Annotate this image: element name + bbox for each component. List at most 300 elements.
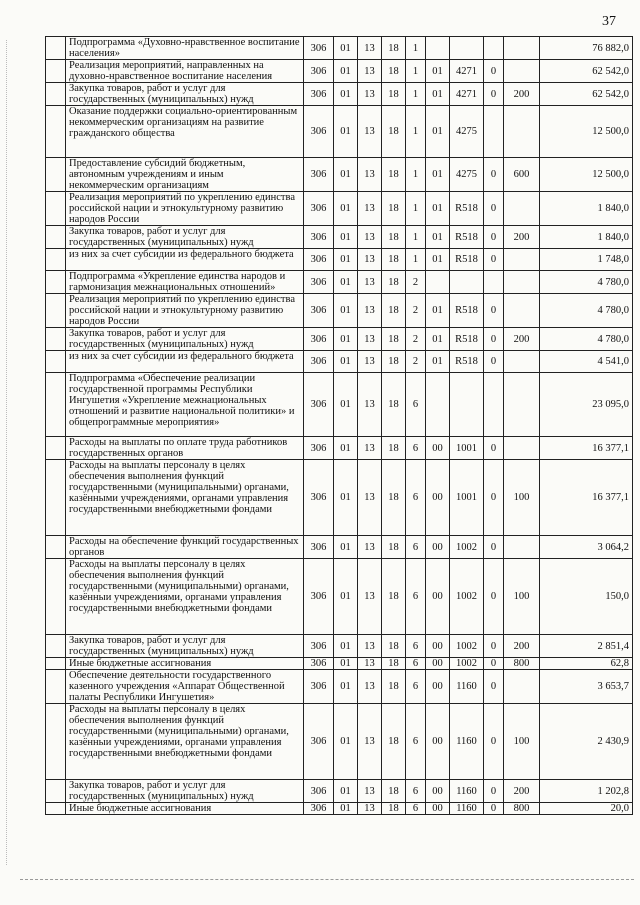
code-cell-c8: 0 xyxy=(484,460,504,536)
amount-cell: 62,8 xyxy=(540,658,633,670)
code-cell-c8: 0 xyxy=(484,803,504,815)
code-cell-c5: 2 xyxy=(406,351,426,373)
table-row xyxy=(46,670,633,704)
code-cell-c1: 306 xyxy=(304,226,334,249)
amount-cell: 1 840,0 xyxy=(540,192,633,226)
scan-bottom-line xyxy=(20,879,634,880)
code-cell-c1: 306 xyxy=(304,635,334,658)
empty-margin-cell xyxy=(46,803,66,815)
code-cell-c2: 01 xyxy=(334,328,358,351)
code-cell-c3: 13 xyxy=(358,704,382,780)
code-cell-c8: 0 xyxy=(484,780,504,803)
code-cell-c1: 306 xyxy=(304,192,334,226)
code-cell-c2: 01 xyxy=(334,536,358,559)
code-cell-c8 xyxy=(484,106,504,158)
code-cell-c1: 306 xyxy=(304,328,334,351)
table-row xyxy=(46,351,633,373)
code-cell-c3: 13 xyxy=(358,249,382,271)
code-cell-c5: 6 xyxy=(406,704,426,780)
code-cell-c4: 18 xyxy=(382,803,406,815)
item-name-cell: Иные бюджетные ассигнования xyxy=(66,658,304,670)
code-cell-c8: 0 xyxy=(484,437,504,460)
code-cell-c4: 18 xyxy=(382,373,406,437)
code-cell-c8: 0 xyxy=(484,226,504,249)
code-cell-c6: 01 xyxy=(426,294,450,328)
amount-cell: 2 430,9 xyxy=(540,704,633,780)
code-cell-c4: 18 xyxy=(382,780,406,803)
code-cell-c9: 800 xyxy=(504,658,540,670)
code-cell-c7: R518 xyxy=(450,249,484,271)
code-cell-c3: 13 xyxy=(358,37,382,60)
code-cell-c5: 1 xyxy=(406,192,426,226)
code-cell-c2: 01 xyxy=(334,60,358,83)
code-cell-c1: 306 xyxy=(304,271,334,294)
code-cell-c3: 13 xyxy=(358,158,382,192)
code-cell-c5: 6 xyxy=(406,780,426,803)
code-cell-c1: 306 xyxy=(304,158,334,192)
item-name-cell: Закупка товаров, работ и услуг для государственных (муниципальных) нужд xyxy=(66,226,304,249)
code-cell-c6: 00 xyxy=(426,559,450,635)
code-cell-c6: 01 xyxy=(426,226,450,249)
item-name-cell: Обеспечение деятельности государственного казенного учреждения «Аппарат Общественной палаты Республики Ингушетия» xyxy=(66,670,304,704)
code-cell-c4: 18 xyxy=(382,271,406,294)
code-cell-c1: 306 xyxy=(304,460,334,536)
code-cell-c3: 13 xyxy=(358,106,382,158)
amount-cell: 16 377,1 xyxy=(540,437,633,460)
code-cell-c9: 100 xyxy=(504,704,540,780)
code-cell-c4: 18 xyxy=(382,351,406,373)
item-name-cell: Закупка товаров, работ и услуг для государственных (муниципальных) нужд xyxy=(66,635,304,658)
code-cell-c7: 1002 xyxy=(450,635,484,658)
code-cell-c9: 200 xyxy=(504,83,540,106)
code-cell-c3: 13 xyxy=(358,226,382,249)
table-row xyxy=(46,328,633,351)
code-cell-c2: 01 xyxy=(334,192,358,226)
code-cell-c2: 01 xyxy=(334,460,358,536)
item-name-cell: из них за счет субсидии из федерального бюджета xyxy=(66,351,304,373)
item-name-cell: Реализация мероприятий по укреплению единства российской нации и этнокультурному развитию народов России xyxy=(66,294,304,328)
code-cell-c5: 6 xyxy=(406,670,426,704)
code-cell-c6: 01 xyxy=(426,328,450,351)
code-cell-c9: 200 xyxy=(504,780,540,803)
code-cell-c1: 306 xyxy=(304,37,334,60)
amount-cell: 20,0 xyxy=(540,803,633,815)
empty-margin-cell xyxy=(46,351,66,373)
code-cell-c6: 00 xyxy=(426,803,450,815)
table-row xyxy=(46,271,633,294)
code-cell-c2: 01 xyxy=(334,158,358,192)
code-cell-c8: 0 xyxy=(484,249,504,271)
amount-cell: 1 840,0 xyxy=(540,226,633,249)
empty-margin-cell xyxy=(46,106,66,158)
code-cell-c3: 13 xyxy=(358,351,382,373)
code-cell-c7: 4271 xyxy=(450,83,484,106)
code-cell-c2: 01 xyxy=(334,294,358,328)
code-cell-c3: 13 xyxy=(358,271,382,294)
code-cell-c7: 4275 xyxy=(450,158,484,192)
amount-cell: 3 653,7 xyxy=(540,670,633,704)
code-cell-c9 xyxy=(504,192,540,226)
item-name-cell: Расходы на выплаты по оплате труда работников государственных органов xyxy=(66,437,304,460)
code-cell-c1: 306 xyxy=(304,670,334,704)
code-cell-c4: 18 xyxy=(382,635,406,658)
item-name-cell: Предоставление субсидий бюджетным, автономным учреждениям и иным некоммерческим организациям xyxy=(66,158,304,192)
code-cell-c7 xyxy=(450,37,484,60)
empty-margin-cell xyxy=(46,83,66,106)
code-cell-c1: 306 xyxy=(304,536,334,559)
code-cell-c9 xyxy=(504,536,540,559)
table-row xyxy=(46,437,633,460)
code-cell-c9 xyxy=(504,670,540,704)
code-cell-c8: 0 xyxy=(484,158,504,192)
code-cell-c5: 1 xyxy=(406,226,426,249)
code-cell-c3: 13 xyxy=(358,536,382,559)
code-cell-c8: 0 xyxy=(484,559,504,635)
code-cell-c4: 18 xyxy=(382,559,406,635)
item-name-cell: Реализация мероприятий, направленных на духовно-нравственное воспитание населения xyxy=(66,60,304,83)
code-cell-c6: 00 xyxy=(426,658,450,670)
code-cell-c9 xyxy=(504,60,540,83)
code-cell-c7: 4275 xyxy=(450,106,484,158)
empty-margin-cell xyxy=(46,294,66,328)
code-cell-c3: 13 xyxy=(358,437,382,460)
code-cell-c7 xyxy=(450,271,484,294)
code-cell-c7: 1160 xyxy=(450,704,484,780)
empty-margin-cell xyxy=(46,437,66,460)
code-cell-c2: 01 xyxy=(334,803,358,815)
code-cell-c2: 01 xyxy=(334,226,358,249)
code-cell-c4: 18 xyxy=(382,670,406,704)
empty-margin-cell xyxy=(46,635,66,658)
code-cell-c8: 0 xyxy=(484,670,504,704)
code-cell-c3: 13 xyxy=(358,559,382,635)
code-cell-c8 xyxy=(484,373,504,437)
table-row xyxy=(46,106,633,158)
code-cell-c7: R518 xyxy=(450,328,484,351)
item-name-cell: Оказание поддержки социально-ориентированным некоммерческим организациям на развитие гражданского общества xyxy=(66,106,304,158)
table-row xyxy=(46,635,633,658)
empty-margin-cell xyxy=(46,192,66,226)
code-cell-c8: 0 xyxy=(484,328,504,351)
item-name-cell: Закупка товаров, работ и услуг для государственных (муниципальных) нужд xyxy=(66,328,304,351)
code-cell-c1: 306 xyxy=(304,373,334,437)
item-name-cell: из них за счет субсидии из федерального бюджета xyxy=(66,249,304,271)
code-cell-c2: 01 xyxy=(334,373,358,437)
code-cell-c5: 1 xyxy=(406,37,426,60)
code-cell-c7: 1160 xyxy=(450,803,484,815)
code-cell-c7: R518 xyxy=(450,294,484,328)
item-name-cell: Расходы на выплаты персоналу в целях обеспечения выполнения функций государственными (муниципальными) органами, казённыи учреждениями, органами управления государственными внебюджетными фондами xyxy=(66,704,304,780)
empty-margin-cell xyxy=(46,559,66,635)
table-row xyxy=(46,536,633,559)
code-cell-c7: 4271 xyxy=(450,60,484,83)
code-cell-c8: 0 xyxy=(484,704,504,780)
code-cell-c9: 200 xyxy=(504,226,540,249)
code-cell-c4: 18 xyxy=(382,328,406,351)
item-name-cell: Закупка товаров, работ и услуг для государственных (муниципальных) нужд xyxy=(66,83,304,106)
empty-margin-cell xyxy=(46,60,66,83)
code-cell-c2: 01 xyxy=(334,658,358,670)
code-cell-c5: 1 xyxy=(406,83,426,106)
code-cell-c8: 0 xyxy=(484,536,504,559)
code-cell-c8: 0 xyxy=(484,294,504,328)
empty-margin-cell xyxy=(46,780,66,803)
code-cell-c9 xyxy=(504,351,540,373)
code-cell-c2: 01 xyxy=(334,83,358,106)
code-cell-c2: 01 xyxy=(334,249,358,271)
empty-margin-cell xyxy=(46,536,66,559)
code-cell-c7: 1002 xyxy=(450,658,484,670)
table-row xyxy=(46,704,633,780)
empty-margin-cell xyxy=(46,373,66,437)
item-name-cell: Иные бюджетные ассигнования xyxy=(66,803,304,815)
code-cell-c3: 13 xyxy=(358,780,382,803)
code-cell-c5: 2 xyxy=(406,294,426,328)
code-cell-c4: 18 xyxy=(382,460,406,536)
code-cell-c9: 200 xyxy=(504,635,540,658)
code-cell-c3: 13 xyxy=(358,658,382,670)
code-cell-c1: 306 xyxy=(304,249,334,271)
amount-cell: 150,0 xyxy=(540,559,633,635)
code-cell-c9: 100 xyxy=(504,460,540,536)
code-cell-c4: 18 xyxy=(382,60,406,83)
item-name-cell: Расходы на выплаты персоналу в целях обеспечения выполнения функций государственными (муниципальными) органами, казёнными учреждениями, органами управления государственными внебюджетными фондами xyxy=(66,460,304,536)
code-cell-c5: 1 xyxy=(406,249,426,271)
code-cell-c1: 306 xyxy=(304,780,334,803)
table-row xyxy=(46,158,633,192)
empty-margin-cell xyxy=(46,226,66,249)
table-row xyxy=(46,83,633,106)
code-cell-c2: 01 xyxy=(334,780,358,803)
code-cell-c4: 18 xyxy=(382,226,406,249)
code-cell-c2: 01 xyxy=(334,271,358,294)
code-cell-c4: 18 xyxy=(382,536,406,559)
code-cell-c8: 0 xyxy=(484,351,504,373)
table-row xyxy=(46,37,633,60)
code-cell-c3: 13 xyxy=(358,460,382,536)
item-name-cell: Подпрограмма «Духовно-нравственное воспитание населения» xyxy=(66,37,304,60)
code-cell-c1: 306 xyxy=(304,106,334,158)
code-cell-c5: 1 xyxy=(406,106,426,158)
code-cell-c9 xyxy=(504,106,540,158)
code-cell-c4: 18 xyxy=(382,106,406,158)
code-cell-c1: 306 xyxy=(304,559,334,635)
code-cell-c9 xyxy=(504,37,540,60)
table-row xyxy=(46,249,633,271)
table-row xyxy=(46,192,633,226)
code-cell-c7: R518 xyxy=(450,226,484,249)
page-number: 37 xyxy=(602,14,616,29)
empty-margin-cell xyxy=(46,328,66,351)
code-cell-c6: 01 xyxy=(426,192,450,226)
code-cell-c5: 6 xyxy=(406,373,426,437)
code-cell-c1: 306 xyxy=(304,83,334,106)
code-cell-c4: 18 xyxy=(382,704,406,780)
code-cell-c6: 00 xyxy=(426,460,450,536)
code-cell-c9 xyxy=(504,271,540,294)
code-cell-c6: 00 xyxy=(426,437,450,460)
code-cell-c9 xyxy=(504,373,540,437)
table-row xyxy=(46,226,633,249)
table-row xyxy=(46,559,633,635)
code-cell-c5: 1 xyxy=(406,60,426,83)
code-cell-c4: 18 xyxy=(382,158,406,192)
code-cell-c8: 0 xyxy=(484,635,504,658)
item-name-cell: Расходы на обеспечение функций государственных органов xyxy=(66,536,304,559)
code-cell-c6: 01 xyxy=(426,83,450,106)
code-cell-c5: 6 xyxy=(406,658,426,670)
empty-margin-cell xyxy=(46,158,66,192)
amount-cell: 12 500,0 xyxy=(540,106,633,158)
code-cell-c8: 0 xyxy=(484,658,504,670)
code-cell-c4: 18 xyxy=(382,249,406,271)
amount-cell: 62 542,0 xyxy=(540,83,633,106)
code-cell-c1: 306 xyxy=(304,437,334,460)
code-cell-c3: 13 xyxy=(358,294,382,328)
code-cell-c7: 1001 xyxy=(450,460,484,536)
item-name-cell: Расходы на выплаты персоналу в целях обеспечения выполнения функций государственными (муниципальными) органами, казённыи учреждениями, органами управления государственными внебюджетными фондами xyxy=(66,559,304,635)
empty-margin-cell xyxy=(46,704,66,780)
code-cell-c7: 1160 xyxy=(450,780,484,803)
code-cell-c9 xyxy=(504,437,540,460)
code-cell-c3: 13 xyxy=(358,373,382,437)
amount-cell: 4 541,0 xyxy=(540,351,633,373)
code-cell-c6: 00 xyxy=(426,780,450,803)
code-cell-c4: 18 xyxy=(382,294,406,328)
code-cell-c4: 18 xyxy=(382,37,406,60)
code-cell-c6: 01 xyxy=(426,351,450,373)
code-cell-c9: 100 xyxy=(504,559,540,635)
scan-margin-mark xyxy=(6,40,7,865)
code-cell-c1: 306 xyxy=(304,351,334,373)
code-cell-c3: 13 xyxy=(358,328,382,351)
code-cell-c5: 6 xyxy=(406,559,426,635)
item-name-cell: Закупка товаров, работ и услуг для государственных (муниципальных) нужд xyxy=(66,780,304,803)
code-cell-c3: 13 xyxy=(358,60,382,83)
table-row xyxy=(46,294,633,328)
code-cell-c9 xyxy=(504,294,540,328)
amount-cell: 1 748,0 xyxy=(540,249,633,271)
table-row xyxy=(46,60,633,83)
code-cell-c8: 0 xyxy=(484,60,504,83)
empty-margin-cell xyxy=(46,271,66,294)
code-cell-c9 xyxy=(504,249,540,271)
amount-cell: 3 064,2 xyxy=(540,536,633,559)
amount-cell: 4 780,0 xyxy=(540,328,633,351)
code-cell-c3: 13 xyxy=(358,192,382,226)
empty-margin-cell xyxy=(46,658,66,670)
code-cell-c5: 6 xyxy=(406,460,426,536)
code-cell-c7: 1002 xyxy=(450,559,484,635)
amount-cell: 2 851,4 xyxy=(540,635,633,658)
code-cell-c1: 306 xyxy=(304,658,334,670)
code-cell-c7: 1002 xyxy=(450,536,484,559)
code-cell-c1: 306 xyxy=(304,704,334,780)
table-row xyxy=(46,373,633,437)
code-cell-c2: 01 xyxy=(334,670,358,704)
code-cell-c2: 01 xyxy=(334,437,358,460)
code-cell-c6: 00 xyxy=(426,670,450,704)
code-cell-c6 xyxy=(426,271,450,294)
table-row xyxy=(46,803,633,815)
amount-cell: 4 780,0 xyxy=(540,294,633,328)
budget-table xyxy=(45,36,633,815)
code-cell-c8: 0 xyxy=(484,192,504,226)
item-name-cell: Реализация мероприятий по укреплению единства российской нации и этнокультурному развитию народов России xyxy=(66,192,304,226)
code-cell-c6: 00 xyxy=(426,704,450,780)
code-cell-c1: 306 xyxy=(304,803,334,815)
amount-cell: 16 377,1 xyxy=(540,460,633,536)
amount-cell: 23 095,0 xyxy=(540,373,633,437)
code-cell-c9: 200 xyxy=(504,328,540,351)
empty-margin-cell xyxy=(46,249,66,271)
code-cell-c3: 13 xyxy=(358,83,382,106)
code-cell-c7 xyxy=(450,373,484,437)
code-cell-c5: 6 xyxy=(406,635,426,658)
code-cell-c6 xyxy=(426,373,450,437)
amount-cell: 76 882,0 xyxy=(540,37,633,60)
code-cell-c7: R518 xyxy=(450,192,484,226)
item-name-cell: Подпрограмма «Обеспечение реализации государственной программы Республики Ингушетия «Укрепление межнациональных отношений и развитие национальной политики» и общепрограммные мероприятия» xyxy=(66,373,304,437)
code-cell-c6: 01 xyxy=(426,249,450,271)
code-cell-c2: 01 xyxy=(334,106,358,158)
code-cell-c4: 18 xyxy=(382,192,406,226)
code-cell-c6 xyxy=(426,37,450,60)
code-cell-c5: 6 xyxy=(406,803,426,815)
empty-margin-cell xyxy=(46,37,66,60)
empty-margin-cell xyxy=(46,460,66,536)
item-name-cell: Подпрограмма «Укрепление единства народов и гармонизация межнациональных отношений» xyxy=(66,271,304,294)
code-cell-c8 xyxy=(484,37,504,60)
code-cell-c5: 1 xyxy=(406,158,426,192)
code-cell-c7: 1001 xyxy=(450,437,484,460)
code-cell-c1: 306 xyxy=(304,294,334,328)
amount-cell: 1 202,8 xyxy=(540,780,633,803)
code-cell-c3: 13 xyxy=(358,803,382,815)
code-cell-c8: 0 xyxy=(484,83,504,106)
empty-margin-cell xyxy=(46,670,66,704)
code-cell-c6: 01 xyxy=(426,106,450,158)
code-cell-c5: 6 xyxy=(406,437,426,460)
amount-cell: 62 542,0 xyxy=(540,60,633,83)
code-cell-c5: 2 xyxy=(406,328,426,351)
code-cell-c5: 6 xyxy=(406,536,426,559)
code-cell-c2: 01 xyxy=(334,559,358,635)
code-cell-c9: 800 xyxy=(504,803,540,815)
table-row xyxy=(46,780,633,803)
code-cell-c6: 00 xyxy=(426,635,450,658)
code-cell-c5: 2 xyxy=(406,271,426,294)
code-cell-c2: 01 xyxy=(334,704,358,780)
code-cell-c4: 18 xyxy=(382,437,406,460)
table-body xyxy=(46,37,633,815)
code-cell-c1: 306 xyxy=(304,60,334,83)
code-cell-c7: 1160 xyxy=(450,670,484,704)
code-cell-c8 xyxy=(484,271,504,294)
code-cell-c3: 13 xyxy=(358,670,382,704)
amount-cell: 4 780,0 xyxy=(540,271,633,294)
code-cell-c2: 01 xyxy=(334,37,358,60)
code-cell-c7: R518 xyxy=(450,351,484,373)
code-cell-c2: 01 xyxy=(334,635,358,658)
code-cell-c4: 18 xyxy=(382,83,406,106)
code-cell-c6: 00 xyxy=(426,536,450,559)
table-row xyxy=(46,460,633,536)
table-row xyxy=(46,658,633,670)
code-cell-c9: 600 xyxy=(504,158,540,192)
code-cell-c3: 13 xyxy=(358,635,382,658)
code-cell-c6: 01 xyxy=(426,158,450,192)
